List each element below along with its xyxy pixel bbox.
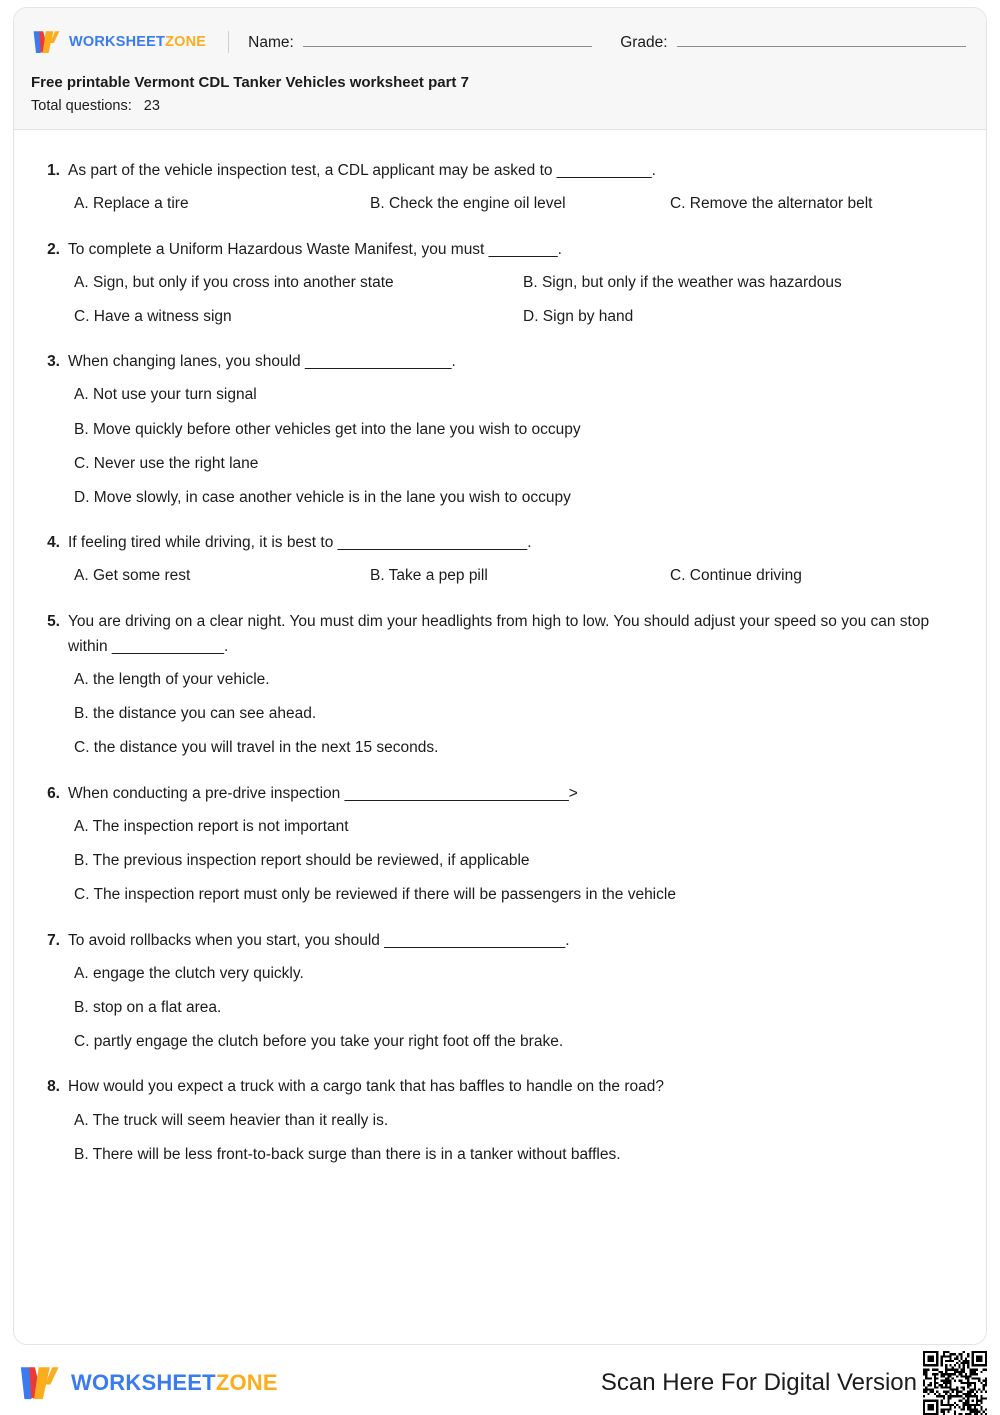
option-row — [74, 192, 960, 215]
question-number: 1. — [47, 162, 60, 180]
option-row — [74, 1109, 960, 1132]
question-item — [40, 237, 960, 329]
answer-option[interactable]: A. The inspection report is not important — [74, 817, 349, 835]
question-text: You are driving on a clear night. You must dim your headlights from high to low. You should adjust your speed so you can stop within _____________. — [68, 612, 930, 655]
option-row — [74, 564, 960, 587]
scan-group — [601, 1351, 987, 1415]
answer-option[interactable]: A. engage the clutch very quickly. — [74, 964, 304, 982]
question-number: 2. — [47, 240, 60, 258]
question-heading — [40, 158, 960, 183]
footer-brand-logo — [17, 1364, 278, 1402]
question-heading — [40, 609, 960, 659]
option-row — [74, 305, 960, 328]
option-row — [74, 883, 960, 906]
question-item — [40, 530, 960, 587]
option-row — [74, 1143, 960, 1166]
brand-wordmark — [69, 34, 206, 50]
answer-option[interactable]: C. Remove the alternator belt — [670, 195, 873, 213]
name-input-line[interactable] — [303, 33, 592, 47]
answer-option[interactable]: C. Continue driving — [670, 567, 802, 585]
answer-options — [74, 668, 960, 760]
answer-option[interactable]: D. Move slowly, in case another vehicle is in the lane you wish to occupy — [74, 489, 571, 507]
footer-brand-wordmark-part2: ZONE — [215, 1370, 278, 1395]
brand-wordmark-part2: ZONE — [165, 34, 207, 50]
name-field-group — [248, 33, 592, 52]
question-number: 8. — [47, 1078, 60, 1096]
question-heading — [40, 781, 960, 806]
question-text: As part of the vehicle inspection test, a CDL applicant may be asked to ___________. — [68, 162, 656, 180]
header-divider — [228, 31, 229, 53]
option-row — [74, 996, 960, 1019]
option-row — [74, 383, 960, 406]
questions-list — [14, 130, 986, 1166]
question-text: To avoid rollbacks when you start, you should _____________________. — [68, 931, 570, 949]
answer-options — [74, 1109, 960, 1167]
question-heading — [40, 349, 960, 374]
name-label: Name: — [248, 33, 294, 51]
grade-label: Grade: — [620, 33, 668, 51]
answer-option[interactable]: C. Have a witness sign — [74, 307, 232, 325]
worksheet-title: Free printable Vermont CDL Tanker Vehicles worksheet part 7 — [31, 74, 469, 91]
answer-options — [74, 271, 960, 329]
answer-options — [74, 815, 960, 907]
option-row — [74, 962, 960, 985]
answer-option[interactable]: D. Sign by hand — [523, 307, 634, 325]
grade-input-line[interactable] — [677, 33, 966, 47]
answer-options — [74, 383, 960, 509]
answer-option[interactable]: A. Not use your turn signal — [74, 386, 257, 404]
option-row — [74, 418, 960, 441]
worksheet-zone-w-icon — [31, 29, 61, 55]
answer-option[interactable]: B. Move quickly before other vehicles get into the lane you wish to occupy — [74, 420, 581, 438]
option-row — [74, 1030, 960, 1053]
footer-worksheet-zone-w-icon — [17, 1364, 61, 1402]
question-heading — [40, 928, 960, 953]
question-heading — [40, 530, 960, 555]
qr-code-icon[interactable] — [923, 1351, 987, 1415]
question-text: If feeling tired while driving, it is best to ______________________. — [68, 534, 532, 552]
question-number: 5. — [47, 612, 60, 630]
answer-option[interactable]: B. Sign, but only if the weather was hazardous — [523, 273, 842, 291]
answer-option[interactable]: B. stop on a flat area. — [74, 998, 222, 1016]
option-row — [74, 486, 960, 509]
option-row — [74, 736, 960, 759]
question-text: To complete a Uniform Hazardous Waste Manifest, you must ________. — [68, 240, 562, 258]
total-questions-row — [31, 96, 966, 117]
answer-option[interactable]: C. partly engage the clutch before you take your right foot off the brake. — [74, 1033, 564, 1051]
option-row — [74, 271, 960, 294]
scan-label: Scan Here For Digital Version — [600, 1369, 917, 1396]
question-number: 4. — [47, 534, 60, 552]
grade-field-group — [620, 33, 966, 52]
answer-option[interactable]: B. There will be less front-to-back surge than there is in a tanker without baffles. — [74, 1145, 621, 1163]
brand-logo — [31, 29, 206, 55]
question-number: 6. — [47, 784, 60, 802]
question-number: 7. — [47, 931, 60, 949]
total-questions-value: 23 — [143, 98, 160, 115]
option-row — [74, 702, 960, 725]
answer-options — [74, 564, 960, 587]
footer-brand-wordmark — [71, 1370, 278, 1396]
answer-option[interactable]: C. The inspection report must only be reviewed if there will be passengers in the vehicle — [74, 886, 676, 904]
answer-options — [74, 192, 960, 215]
answer-option[interactable]: A. Replace a tire — [74, 195, 189, 213]
option-row — [74, 452, 960, 475]
answer-option[interactable]: B. the distance you can see ahead. — [74, 705, 317, 723]
question-item — [40, 1074, 960, 1166]
answer-options — [74, 962, 960, 1054]
footer-brand-wordmark-part1: WORKSHEET — [71, 1370, 216, 1395]
answer-option[interactable]: A. The truck will seem heavier than it really is. — [74, 1111, 389, 1129]
worksheet-page — [13, 7, 987, 1345]
question-text: How would you expect a truck with a cargo tank that has baffles to handle on the road? — [68, 1078, 664, 1096]
answer-option[interactable]: A. Get some rest — [74, 567, 191, 585]
question-item — [40, 928, 960, 1054]
answer-option[interactable]: A. Sign, but only if you cross into another state — [74, 273, 394, 291]
worksheet-footer — [13, 1358, 987, 1408]
question-item — [40, 781, 960, 907]
worksheet-header — [14, 8, 986, 130]
question-heading — [40, 1074, 960, 1099]
title-block — [31, 73, 966, 117]
answer-option[interactable]: C. Never use the right lane — [74, 454, 259, 472]
question-text: When changing lanes, you should _________________. — [68, 353, 456, 371]
option-row — [74, 849, 960, 872]
question-number: 3. — [47, 353, 60, 371]
question-item — [40, 158, 960, 215]
brand-wordmark-part1: WORKSHEET — [69, 34, 166, 50]
answer-option[interactable]: C. the distance you will travel in the next 15 seconds. — [74, 739, 439, 757]
question-text: When conducting a pre-drive inspection __________________________> — [68, 784, 578, 802]
question-item — [40, 349, 960, 509]
answer-option[interactable]: B. Check the engine oil level — [370, 195, 566, 213]
option-row — [74, 815, 960, 838]
question-heading — [40, 237, 960, 262]
total-questions-label: Total questions: — [31, 98, 132, 115]
question-item — [40, 609, 960, 760]
answer-option[interactable]: A. the length of your vehicle. — [74, 670, 270, 688]
option-row — [74, 668, 960, 691]
header-top-row — [31, 25, 966, 59]
answer-option[interactable]: B. The previous inspection report should be reviewed, if applicable — [74, 852, 530, 870]
answer-option[interactable]: B. Take a pep pill — [370, 567, 488, 585]
